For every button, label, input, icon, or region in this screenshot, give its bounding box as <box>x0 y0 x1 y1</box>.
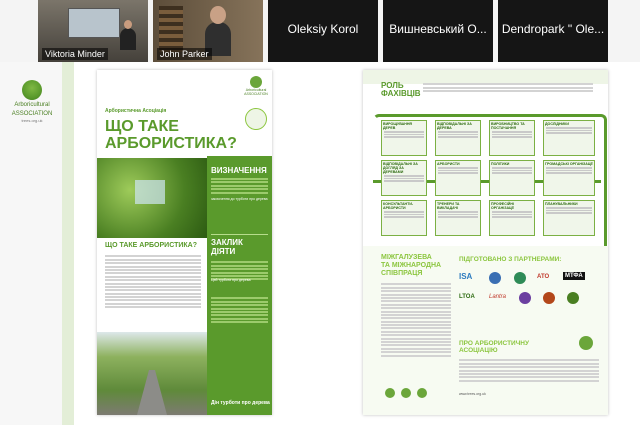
roles-intro <box>423 82 593 94</box>
partner-logo: Lantra <box>489 294 507 300</box>
partner-logo: АТО <box>537 274 550 280</box>
roles-heading: РОЛЬ ФАХІВЦІВ <box>381 81 421 98</box>
tree-icon <box>22 80 42 100</box>
definition-panel: ВИЗНАЧЕННЯ заохочення до турботи про дерева ЗАКЛИК ДІЯТИ Цей турботи про дерева Дін турботи про дерева <box>207 156 272 415</box>
role-box: ГРОМАДСЬКІ ОРГАНІЗАЦІЇ <box>543 160 595 196</box>
about-text <box>459 358 599 383</box>
participant-name: John Parker <box>157 48 212 60</box>
sidebar <box>0 62 62 425</box>
participant-name: Viktoria Minder <box>42 48 108 60</box>
partner-logo: ISA <box>459 272 473 281</box>
projector-screen <box>68 8 120 38</box>
role-box: ТРЕНЕРИ ТА ВИКЛАДАЧІ <box>435 200 481 236</box>
right-document-page[interactable] <box>363 70 608 415</box>
partner-logo-icon <box>543 292 555 304</box>
role-box: АРБОРИСТИ <box>435 160 481 196</box>
role-box: ВИРОЩУВАННЯ ДЕРЕВ <box>381 120 427 156</box>
tree-icon <box>579 336 593 350</box>
tree-icon <box>250 76 262 88</box>
partner-logos <box>459 272 599 332</box>
left-document-page[interactable] <box>97 70 272 415</box>
participant-name: Dendropark " Ole... <box>501 22 605 36</box>
kicker: Арбористична Асоціація <box>105 108 167 114</box>
video-tile-5[interactable] <box>498 0 608 62</box>
participant-strip <box>0 0 640 62</box>
participant-name: Вишневський О... <box>389 22 487 36</box>
role-box: ПЛАНУВАЛЬНИКИ <box>543 200 595 236</box>
participant-name: Oleksiy Korol <box>287 22 359 36</box>
footer-logos <box>385 388 445 402</box>
role-box: КОНСУЛЬТАНТИ-АРБОРИСТИ <box>381 200 427 236</box>
about-heading: ПРО АРБОРИСТИЧНУ АСОЦІАЦІЮ <box>459 340 530 354</box>
association-logo: Arboricultural ASSOCIATION trees.org.uk <box>8 80 56 123</box>
partner-logo: LTOA <box>459 294 475 300</box>
partner-logo: МТФА <box>565 273 583 279</box>
role-box: ПОЛІТИКИ <box>489 160 535 196</box>
role-box: ПРОФЕСІЙНІ ОРГАНІЗАЦІЇ <box>489 200 535 236</box>
video-tile-1[interactable] <box>38 0 148 62</box>
sidebar-accent <box>62 62 74 425</box>
role-box: ДОСЛІДНИКИ <box>543 120 595 156</box>
video-tile-2[interactable] <box>153 0 263 62</box>
page-title: ЩО ТАКЕ АРБОРИСТИКА? <box>105 118 237 152</box>
body-text <box>105 254 201 310</box>
role-box: ВИРОБНИЦТВО ТА ПОСТАЧАННЯ <box>489 120 535 156</box>
bookshelf <box>159 6 183 52</box>
footer-url: www.trees.org.uk <box>459 392 486 396</box>
partners-heading: ПІДГОТОВАНО З ПАРТНЕРАМИ: <box>459 256 562 263</box>
person-silhouette <box>120 28 136 50</box>
video-tile-3[interactable] <box>268 0 378 62</box>
intl-text <box>381 282 451 358</box>
partner-logo-icon <box>567 292 579 304</box>
role-box: ВІДПОВІДАЛЬНІ ЗА ДОГЛЯД ЗА ДЕРЕВАМИ <box>381 160 427 196</box>
role-box: ВІДПОВІДАЛЬНІ ЗА ДЕРЕВА <box>435 120 481 156</box>
intl-heading: МІЖГАЛУЗЕВА ТА МІЖНАРОДНА СПІВПРАЦЯ <box>381 254 442 277</box>
partner-logo-icon <box>519 292 531 304</box>
partner-logo-icon <box>514 272 526 284</box>
partner-logo-icon <box>489 272 501 284</box>
video-tile-4[interactable] <box>383 0 493 62</box>
section-heading: ЩО ТАКЕ АРБОРИСТИКА? <box>105 242 197 249</box>
doc-logo: Arboricultural ASSOCIATION <box>243 76 269 96</box>
shared-screen <box>0 62 640 425</box>
badge-icon <box>245 108 267 130</box>
